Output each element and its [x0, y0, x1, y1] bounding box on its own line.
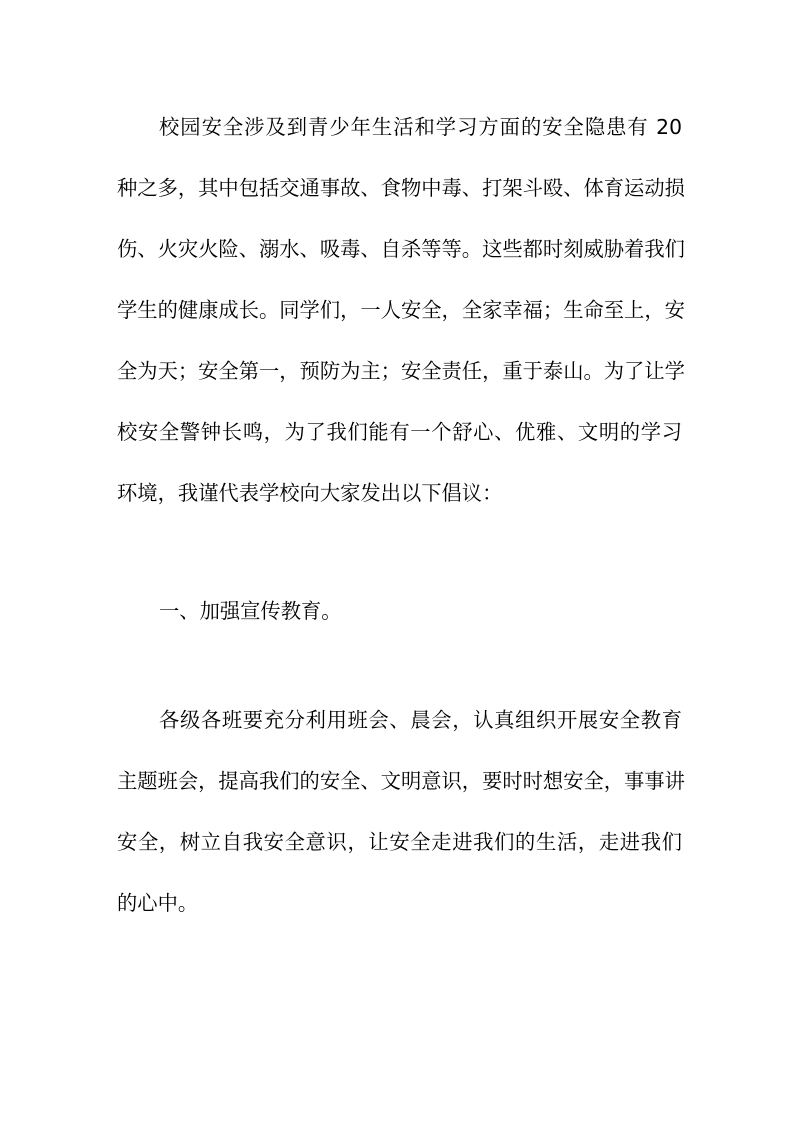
paragraph-line: 主题班会，提高我们的安全、文明意识，要时时想安全，事事讲 [117, 769, 685, 793]
paragraph-line: 校安全警钟长鸣，为了我们能有一个舒心、优雅、文明的学习 [117, 420, 682, 444]
paragraph-line: 种之多，其中包括交通事故、食物中毒、打架斗殴、体育运动损 [117, 176, 685, 200]
paragraph-line: 伤、火灾火险、溺水、吸毒、自杀等等。这些都时刻威胁着我们 [117, 237, 685, 261]
paragraph-line: 校园安全涉及到青少年生活和学习方面的安全隐患有 20 [159, 115, 682, 139]
paragraph-line: 环境，我谨代表学校向大家发出以下倡议： [117, 481, 503, 505]
paragraph-line: 全为天；安全第一，预防为主；安全责任，重于泰山。为了让学 [117, 359, 685, 383]
paragraph-line: 的心中。 [117, 891, 199, 915]
section-heading-text: 一、加强宣传教育。 [159, 599, 342, 623]
paragraph-line: 安全，树立自我安全意识，让安全走进我们的生活，走进我们 [117, 830, 682, 854]
paragraph-line: 各级各班要充分利用班会、晨会，认真组织开展安全教育 [159, 708, 682, 732]
paragraph-line: 学生的健康成长。同学们，一人安全，全家幸福；生命至上，安 [117, 298, 685, 322]
